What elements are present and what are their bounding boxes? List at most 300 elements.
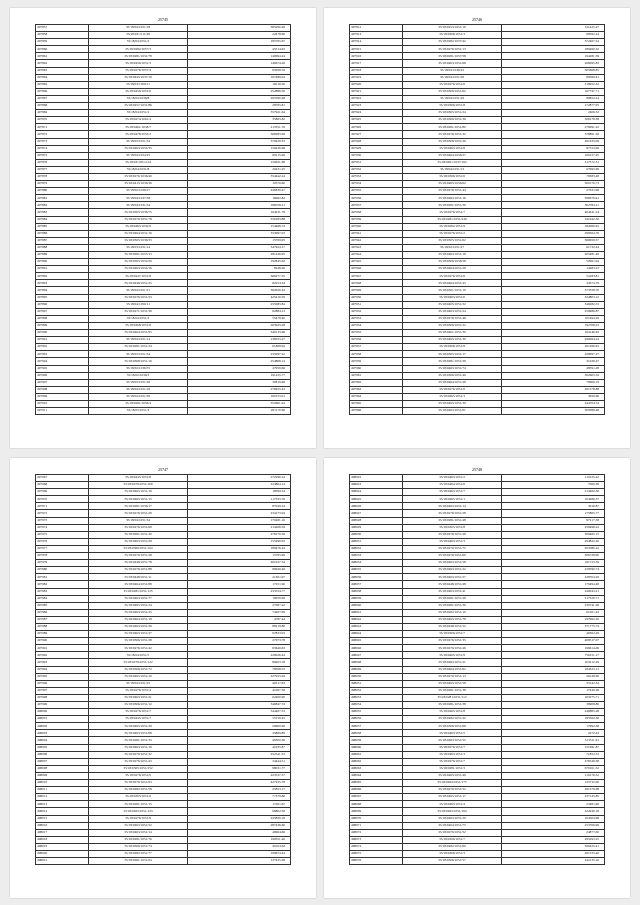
row-id-cell: 497876 [36, 159, 89, 166]
row-id-cell: 498003 [36, 730, 89, 737]
reference-cell: 35/18/0281/1051/30 [403, 202, 502, 209]
reference-cell: 35/18/0306/1036/58 [403, 259, 502, 266]
table-row [350, 365, 605, 372]
amount-cell: 167489.04 [188, 74, 291, 81]
amount-cell: 63646.63 [188, 645, 291, 652]
row-id-cell: 498011 [36, 787, 89, 794]
amount-cell: 385290.48 [188, 25, 291, 32]
row-id-cell: 497987 [36, 616, 89, 623]
row-id-cell: 497943 [350, 244, 403, 251]
amount-cell: 140094.24 [188, 53, 291, 60]
row-id-cell: 498065 [350, 780, 403, 787]
reference-cell: 35/18/03/1051/124 [89, 159, 188, 166]
reference-cell: 35/18/04/1051/2 [89, 39, 188, 46]
amount-cell: 341942.36 [502, 216, 605, 223]
table-row [36, 829, 291, 836]
table-row [36, 365, 291, 372]
reference-cell: 35/18/0281/1051/36 [403, 358, 502, 365]
table-row [36, 744, 291, 751]
reference-cell: 35/18/0464/1051/62 [403, 666, 502, 673]
reference-cell: 35/18/0465/1051/29 [89, 723, 188, 730]
row-id-cell: 498004 [36, 737, 89, 744]
table-row [350, 560, 605, 567]
row-id-cell: 497946 [350, 266, 403, 273]
amount-cell: 154468.74 [188, 223, 291, 230]
reference-cell: 35/18/04/1051/18 [89, 25, 188, 32]
table-row [36, 166, 291, 173]
row-id-cell: 497956 [350, 337, 403, 344]
row-id-cell: 497993 [36, 659, 89, 666]
amount-cell: 3659.60 [502, 393, 605, 400]
row-id-cell: 497977 [36, 545, 89, 552]
row-id-cell: 497989 [36, 631, 89, 638]
table-row [350, 574, 605, 581]
amount-cell: 79906.19 [502, 379, 605, 386]
row-id-cell: 497905 [36, 365, 89, 372]
row-id-cell: 497976 [36, 538, 89, 545]
amount-cell: 194281.59 [502, 53, 605, 60]
amount-cell: 78598.53 [188, 666, 291, 673]
amount-cell: 263943.28 [188, 322, 291, 329]
reference-cell: 35/18/0282/1057/3 [89, 46, 188, 53]
amount-cell: 20431.25 [188, 166, 291, 173]
table-row [350, 372, 605, 379]
amount-cell: 185564.36 [502, 716, 605, 723]
table-row [36, 103, 291, 110]
row-id-cell: 497899 [36, 322, 89, 329]
row-id-cell: 497866 [36, 88, 89, 95]
row-id-cell: 497961 [350, 372, 403, 379]
row-id-cell: 498001 [36, 716, 89, 723]
reference-cell: 35/18/0463/1051/3 [403, 751, 502, 758]
table-row [36, 209, 291, 216]
row-id-cell: 498036 [350, 574, 403, 581]
row-id-cell: 497928 [350, 138, 403, 145]
page-title: 25747 [158, 467, 168, 472]
amount-cell: 8248.26 [188, 266, 291, 273]
ledger-table [35, 474, 291, 865]
table-row [36, 379, 291, 386]
table-row [350, 195, 605, 202]
table-row [36, 25, 291, 32]
reference-cell: 35/18/0276/1051/88 [89, 567, 188, 574]
reference-cell: 35/18/0281/1051/80 [403, 124, 502, 131]
amount-cell: 371775.74 [502, 623, 605, 630]
reference-cell: 35/18/0463/1051/77 [89, 595, 188, 602]
reference-cell: 35/18/0274/1061/4 [89, 117, 188, 124]
row-id-cell: 497930 [350, 152, 403, 159]
reference-cell: 35/18/0464/1051/6 [403, 482, 502, 489]
reference-cell: 35/18/0276/1051/6 [403, 273, 502, 280]
amount-cell: 15769.95 [188, 237, 291, 244]
table-row [350, 152, 605, 159]
row-id-cell: 498041 [350, 609, 403, 616]
amount-cell: 228704.29 [502, 574, 605, 581]
row-id-cell: 497927 [350, 131, 403, 138]
row-id-cell: 497924 [350, 110, 403, 117]
table-row [36, 850, 291, 857]
amount-cell: 87723.09 [502, 145, 605, 152]
row-id-cell: 497995 [36, 673, 89, 680]
row-id-cell: 498050 [350, 673, 403, 680]
table-row [350, 344, 605, 351]
row-id-cell: 497916 [350, 53, 403, 60]
table-row [36, 780, 291, 787]
reference-cell: 35/18/0276/1051/28 [89, 553, 188, 560]
table-row [36, 330, 291, 337]
amount-cell: 125732.06 [502, 780, 605, 787]
amount-cell: 369659.57 [502, 237, 605, 244]
reference-cell: 35/18/0281/1051/28 [403, 595, 502, 602]
reference-cell: 35/18/0465/1056/62 [403, 181, 502, 188]
row-id-cell: 497974 [36, 524, 89, 531]
row-id-cell: 497998 [36, 694, 89, 701]
row-id-cell: 497988 [36, 623, 89, 630]
table-row [36, 716, 291, 723]
table-row [36, 702, 291, 709]
document-page-4 [324, 458, 630, 898]
row-id-cell: 498028 [350, 517, 403, 524]
amount-cell: 404341.54 [502, 209, 605, 216]
row-id-cell: 498037 [350, 581, 403, 588]
row-id-cell: 497906 [36, 372, 89, 379]
reference-cell: 35/18/0463/1054/35 [89, 145, 188, 152]
amount-cell: 299564.76 [502, 230, 605, 237]
reference-cell: 35/18/0463/1051/3 [403, 538, 502, 545]
table-row [350, 680, 605, 687]
amount-cell: 189476.44 [188, 545, 291, 552]
table-row [350, 188, 605, 195]
table-row [350, 181, 605, 188]
table-row [36, 81, 291, 88]
reference-cell: 35/18/0281/1036/17 [89, 503, 188, 510]
amount-cell: 261170.60 [188, 408, 291, 415]
amount-cell: 461027.34 [188, 560, 291, 567]
row-id-cell: 498017 [36, 829, 89, 836]
amount-cell: 281446.95 [188, 252, 291, 259]
amount-cell: 31036.27 [502, 358, 605, 365]
reference-cell: 35/18/0463/1051/27 [403, 574, 502, 581]
row-id-cell: 498052 [350, 687, 403, 694]
row-id-cell: 498070 [350, 815, 403, 822]
row-id-cell: 497919 [350, 74, 403, 81]
amount-cell: 30819.48 [188, 379, 291, 386]
table-row [350, 475, 605, 482]
table-row [36, 408, 291, 415]
amount-cell: 261578.88 [502, 386, 605, 393]
amount-cell: 90940.46 [188, 567, 291, 574]
reference-cell: 35/18/0281/1051/240 [403, 216, 502, 223]
ledger-table [349, 474, 605, 865]
table-row [350, 337, 605, 344]
row-id-cell: 497864 [36, 74, 89, 81]
table-row [36, 124, 291, 131]
amount-cell: 77379.86 [188, 794, 291, 801]
reference-cell: 35/18/03/1051/34 [89, 351, 188, 358]
row-id-cell: 497980 [36, 567, 89, 574]
amount-cell: 40317.63 [188, 680, 291, 687]
table-row [350, 138, 605, 145]
reference-cell: 35/18/0463/1051/2 [403, 475, 502, 482]
table-row [36, 294, 291, 301]
table-row [36, 765, 291, 772]
amount-cell: 103275.71 [502, 694, 605, 701]
amount-cell: 253706.99 [502, 822, 605, 829]
amount-cell: 36908.80 [502, 702, 605, 709]
reference-cell: 35/18/0282/1051/10 [403, 609, 502, 616]
reference-cell: 35/18/0306/1051/36 [403, 117, 502, 124]
amount-cell: 305089.48 [502, 408, 605, 415]
reference-cell: 35/18/0276/1051/7 [403, 758, 502, 765]
table-row [350, 67, 605, 74]
table-row [36, 287, 291, 294]
row-id-cell: 498039 [350, 595, 403, 602]
table-row [350, 244, 605, 251]
table-row [36, 666, 291, 673]
amount-cell: 199674.44 [188, 850, 291, 857]
reference-cell: 35/18/0281/1051/24 [89, 344, 188, 351]
table-row [350, 53, 605, 60]
reference-cell: 35/18/0276/1051/6 [403, 81, 502, 88]
reference-cell: 35/18/0448/1051/11 [89, 574, 188, 581]
row-id-cell: 498076 [350, 858, 403, 865]
reference-cell: 35/18/04/1036/22 [403, 67, 502, 74]
reference-cell: 35/18/0281/1051/20 [89, 531, 188, 538]
row-id-cell: 497947 [350, 273, 403, 280]
reference-cell: 35/18/0461/1038/7 [89, 124, 188, 131]
table-row [36, 308, 291, 315]
amount-cell: 368283.09 [188, 131, 291, 138]
table-row [350, 230, 605, 237]
amount-cell: 18399.34 [188, 489, 291, 496]
table-row [36, 588, 291, 595]
table-row [350, 801, 605, 808]
table-row [350, 88, 605, 95]
amount-cell: 97217.58 [502, 517, 605, 524]
amount-cell: 7009.39 [502, 482, 605, 489]
amount-cell: 98031.77 [188, 765, 291, 772]
row-id-cell: 497891 [36, 266, 89, 273]
table-row [36, 709, 291, 716]
table-row [350, 524, 605, 531]
amount-cell: 10576.60 [188, 181, 291, 188]
reference-cell: 35/18/0276/1051/28 [403, 510, 502, 517]
row-id-cell: 498044 [350, 631, 403, 638]
amount-cell: 272290.24 [188, 475, 291, 482]
row-id-cell: 498057 [350, 723, 403, 730]
amount-cell: 172877.95 [502, 103, 605, 110]
reference-cell: 35/18/03/1051/34 [89, 138, 188, 145]
table-row [36, 638, 291, 645]
row-id-cell: 497921 [350, 88, 403, 95]
table-row [36, 772, 291, 779]
row-id-cell: 497869 [36, 110, 89, 117]
table-row [36, 730, 291, 737]
amount-cell: 96802.36 [188, 808, 291, 815]
table-row [350, 772, 605, 779]
reference-cell: 35/18/0464/1051/18 [89, 616, 188, 623]
row-id-cell: 497883 [36, 209, 89, 216]
reference-cell: 35/18/04/1031/34 [89, 202, 188, 209]
row-id-cell: 498034 [350, 560, 403, 567]
table-row [350, 223, 605, 230]
amount-cell: 17440.28 [502, 687, 605, 694]
row-id-cell: 498075 [350, 850, 403, 857]
row-id-cell: 497949 [350, 287, 403, 294]
row-id-cell: 498005 [36, 744, 89, 751]
row-id-cell: 498068 [350, 801, 403, 808]
table-row [36, 652, 291, 659]
table-row [350, 694, 605, 701]
row-id-cell: 497962 [350, 379, 403, 386]
amount-cell: 62400.90 [188, 694, 291, 701]
table-row [350, 780, 605, 787]
row-id-cell: 497893 [36, 280, 89, 287]
row-id-cell: 497867 [36, 95, 89, 102]
amount-cell: 192845.62 [188, 259, 291, 266]
table-row [350, 386, 605, 393]
reference-cell: 35/18/0276/1051/42 [89, 645, 188, 652]
reference-cell: 35/18/0281/1051/38 [403, 687, 502, 694]
table-row [36, 503, 291, 510]
table-row [350, 702, 605, 709]
reference-cell: 35/18/0281/1057/58 [403, 53, 502, 60]
reference-cell: 35/18/0276/1051/4 [89, 687, 188, 694]
amount-cell: 106157.45 [502, 152, 605, 159]
row-id-cell: 497967 [36, 475, 89, 482]
row-id-cell: 497882 [36, 202, 89, 209]
table-row [36, 46, 291, 53]
table-row [36, 244, 291, 251]
table-row [36, 400, 291, 407]
amount-cell: 229590.74 [502, 567, 605, 574]
row-id-cell: 498018 [36, 836, 89, 843]
row-id-cell: 497952 [350, 308, 403, 315]
document-page-1 [10, 8, 316, 448]
row-id-cell: 497912 [350, 25, 403, 32]
reference-cell: 35/18/0306/1051/28 [89, 638, 188, 645]
amount-cell: 182069.45 [502, 223, 605, 230]
reference-cell: 35/18/0305/1051/62 [403, 237, 502, 244]
reference-cell: 35/18/0276/1051/9 [89, 772, 188, 779]
table-row [36, 510, 291, 517]
reference-cell: 35/18/0401/1037/162 [403, 159, 502, 166]
reference-cell: 35/18/0305/1051/17 [403, 351, 502, 358]
reference-cell: 35/18/0276/1051/32 [403, 131, 502, 138]
table-row [350, 60, 605, 67]
amount-cell: 41935.87 [188, 744, 291, 751]
row-id-cell: 497880 [36, 188, 89, 195]
reference-cell: 35/18/0463/1054/16 [89, 266, 188, 273]
table-row [36, 567, 291, 574]
row-id-cell: 498053 [350, 694, 403, 701]
reference-cell: 35/18/0459/1051/3 [89, 60, 188, 67]
amount-cell: 185765.67 [188, 39, 291, 46]
row-id-cell: 497908 [36, 386, 89, 393]
table-row [350, 145, 605, 152]
amount-cell: 23481.66 [502, 801, 605, 808]
row-id-cell: 497857 [36, 25, 89, 32]
reference-cell: 35/18/0281/1051/112 [403, 694, 502, 701]
reference-cell: 35/18/0306/1051/3 [403, 32, 502, 39]
amount-cell: 278179.36 [188, 531, 291, 538]
amount-cell: 17251.90 [188, 581, 291, 588]
amount-cell: 392650.44 [188, 287, 291, 294]
amount-cell: 35869.89 [188, 730, 291, 737]
table-row [350, 294, 605, 301]
amount-cell: 203580.22 [502, 545, 605, 552]
row-id-cell: 498042 [350, 616, 403, 623]
reference-cell: 35/18/0276/1051/7 [89, 709, 188, 716]
table-row [350, 673, 605, 680]
amount-cell: 308178.38 [502, 117, 605, 124]
table-row [36, 794, 291, 801]
row-id-cell: 497885 [36, 223, 89, 230]
amount-cell: 266095.83 [502, 60, 605, 67]
reference-cell: 35/18/0276/1051/53 [89, 294, 188, 301]
amount-cell: 427455.78 [188, 780, 291, 787]
reference-cell: 35/18/0306/1051/8 [403, 103, 502, 110]
table-row [350, 638, 605, 645]
reference-cell: 35/18/0276/1051/44 [403, 188, 502, 195]
amount-cell: 261379.68 [502, 787, 605, 794]
amount-cell: 24877.00 [502, 829, 605, 836]
table-row [36, 751, 291, 758]
row-id-cell: 498061 [350, 751, 403, 758]
table-row [350, 400, 605, 407]
amount-cell: 69115.06 [188, 152, 291, 159]
table-row [350, 765, 605, 772]
table-row [36, 616, 291, 623]
amount-cell: 160153.91 [188, 393, 291, 400]
reference-cell: 35/18/0281/1031/78 [89, 53, 188, 60]
amount-cell: 240839.47 [188, 188, 291, 195]
reference-cell: 35/18/0464/1051/28 [403, 266, 502, 273]
table-row [350, 730, 605, 737]
reference-cell: 35/18/0464/1051/75 [403, 822, 502, 829]
table-row [350, 166, 605, 173]
row-id-cell: 498049 [350, 666, 403, 673]
table-row [350, 829, 605, 836]
reference-cell: 35/18/0463/1051/41 [403, 588, 502, 595]
amount-cell: 349133.66 [188, 330, 291, 337]
table-row [36, 808, 291, 815]
reference-cell: 35/18/0253/1051/16 [403, 25, 502, 32]
table-row [350, 266, 605, 273]
table-row [36, 787, 291, 794]
table-row [350, 815, 605, 822]
reference-cell: 35/18/02/1036/55 [89, 365, 188, 372]
amount-cell: 242135.16 [502, 858, 605, 865]
reference-cell: 35/18/04/1051/18 [89, 386, 188, 393]
reference-cell: 35/18/0464/1036/27 [403, 152, 502, 159]
row-id-cell: 498056 [350, 716, 403, 723]
table-row [350, 482, 605, 489]
table-row [350, 301, 605, 308]
row-id-cell: 497966 [350, 408, 403, 415]
reference-cell: 35/18/0463/1051/16 [403, 195, 502, 202]
reference-cell: 35/18/0305/1051/24 [403, 110, 502, 117]
table-row [350, 709, 605, 716]
reference-cell: 35/18/0463/1051/8 [403, 145, 502, 152]
reference-cell: 35/18/0276/1051/46 [403, 645, 502, 652]
table-row [36, 188, 291, 195]
table-row [350, 744, 605, 751]
reference-cell: 35/18/0463/1051/22 [403, 567, 502, 574]
amount-cell: 10956.60 [188, 595, 291, 602]
row-id-cell: 498010 [36, 780, 89, 787]
amount-cell: 316952.22 [502, 81, 605, 88]
